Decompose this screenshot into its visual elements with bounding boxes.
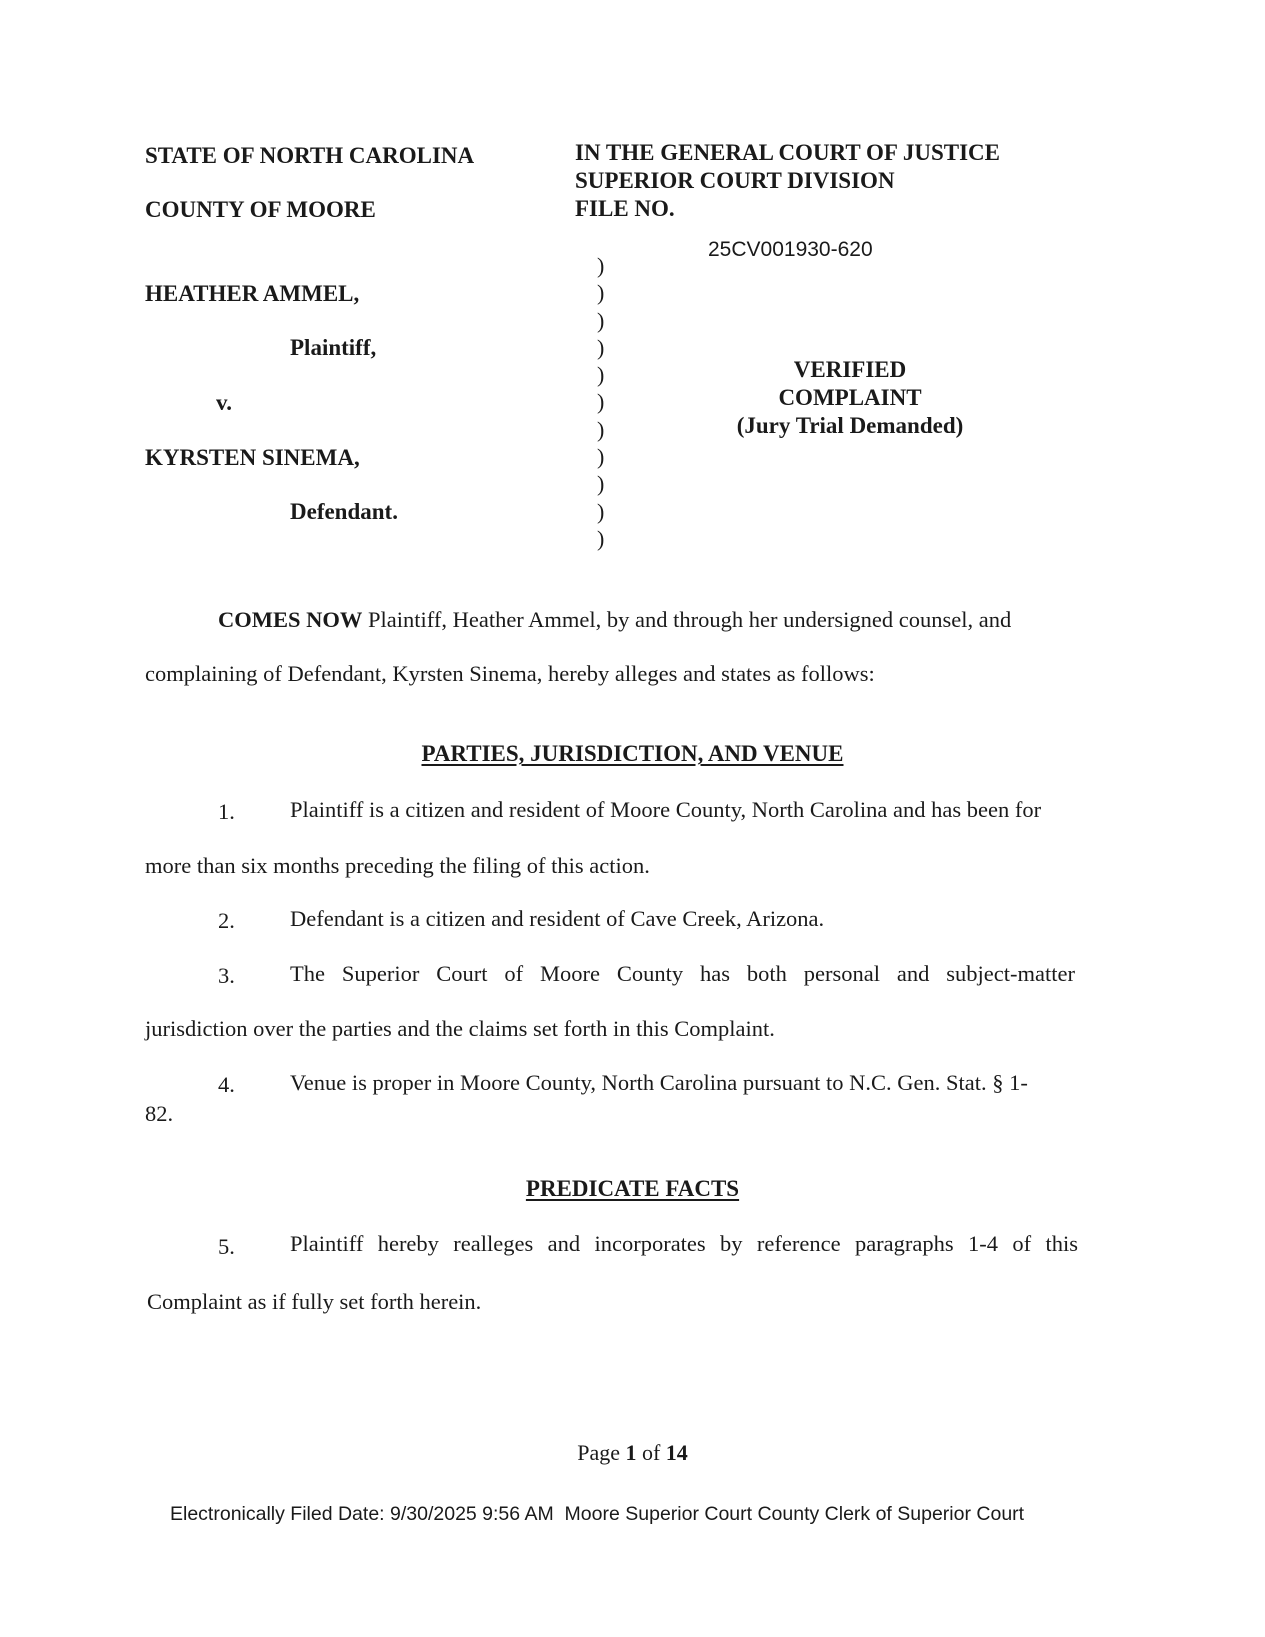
paren-mark: ) (597, 498, 605, 524)
defendant-role: Defendant. (290, 499, 398, 524)
paragraph-number: 3. (218, 963, 235, 988)
paragraph-line: more than six months preceding the filing of this action. (145, 853, 650, 878)
page-number (0, 1440, 1265, 1466)
paren-mark: ) (597, 471, 605, 497)
paragraph-line: Plaintiff hereby realleges and incorporates by reference paragraphs 1-4 of this (290, 1231, 1078, 1256)
document-title (700, 356, 1000, 440)
paren-mark: ) (597, 362, 605, 388)
facts-heading: PREDICATE FACTS (525, 1176, 740, 1201)
paren-mark: ) (597, 416, 605, 442)
paragraph-line: 82. (145, 1101, 174, 1126)
paragraph-number: 4. (218, 1072, 235, 1097)
plaintiff-name: HEATHER AMMEL, (145, 281, 360, 306)
paren-mark: ) (597, 444, 605, 470)
page-current: 1 (625, 1440, 637, 1465)
paren-mark: ) (597, 280, 605, 306)
page-total: 14 (665, 1440, 688, 1465)
page-of: of (636, 1440, 666, 1465)
paragraph-number: 2. (218, 908, 235, 933)
intro-line-1 (218, 607, 1011, 633)
paren-mark: ) (597, 253, 605, 278)
paren-mark: ) (597, 334, 605, 360)
court-block (575, 139, 1000, 223)
paren-mark: ) (597, 307, 605, 333)
state-label: STATE OF NORTH CAROLINA (145, 143, 475, 168)
title-line-2: COMPLAINT (778, 385, 922, 410)
file-number: 25CV001930-620 (708, 238, 873, 261)
intro-line-2: complaining of Defendant, Kyrsten Sinema, hereby alleges and states as follows: (145, 661, 875, 686)
caption-divider (597, 252, 604, 552)
intro-line-1-text: Plaintiff, Heather Ammel, by and through her undersigned counsel, and (362, 607, 1012, 632)
paren-mark: ) (597, 389, 605, 415)
court-line-1: IN THE GENERAL COURT OF JUSTICE (575, 140, 1001, 165)
court-line-2: SUPERIOR COURT DIVISION (575, 168, 895, 193)
title-line-1: VERIFIED (793, 357, 907, 382)
plaintiff-role: Plaintiff, (290, 335, 377, 360)
paragraph-number: 1. (218, 799, 235, 824)
page-prefix: Page (577, 1440, 626, 1465)
versus-label: v. (216, 390, 232, 415)
parties-heading: PARTIES, JURISDICTION, AND VENUE (421, 741, 844, 766)
county-label: COUNTY OF MOORE (145, 197, 376, 222)
defendant-name: KYRSTEN SINEMA, (145, 445, 360, 470)
paragraph-line: Venue is proper in Moore County, North Carolina pursuant to N.C. Gen. Stat. § 1- (290, 1070, 1028, 1095)
paragraph-line: jurisdiction over the parties and the claims set forth in this Complaint. (145, 1016, 775, 1041)
paren-mark: ) (597, 525, 605, 551)
paragraph-line: Plaintiff is a citizen and resident of Moore County, North Carolina and has been for (290, 797, 1042, 822)
paragraph-line: The Superior Court of Moore County has both personal and subject-matter (290, 961, 1075, 986)
paragraph-line: Complaint as if fully set forth herein. (147, 1289, 482, 1314)
paragraph-line: Defendant is a citizen and resident of Cave Creek, Arizona. (290, 906, 825, 931)
title-line-3: (Jury Trial Demanded) (736, 413, 964, 438)
intro-lead: COMES NOW (218, 607, 363, 632)
filing-stamp: Electronically Filed Date: 9/30/2025 9:56 AM Moore Superior Court County Clerk of Superior Court (170, 1503, 1025, 1525)
file-no-label: FILE NO. (575, 196, 675, 221)
paragraph-number: 5. (218, 1234, 235, 1259)
